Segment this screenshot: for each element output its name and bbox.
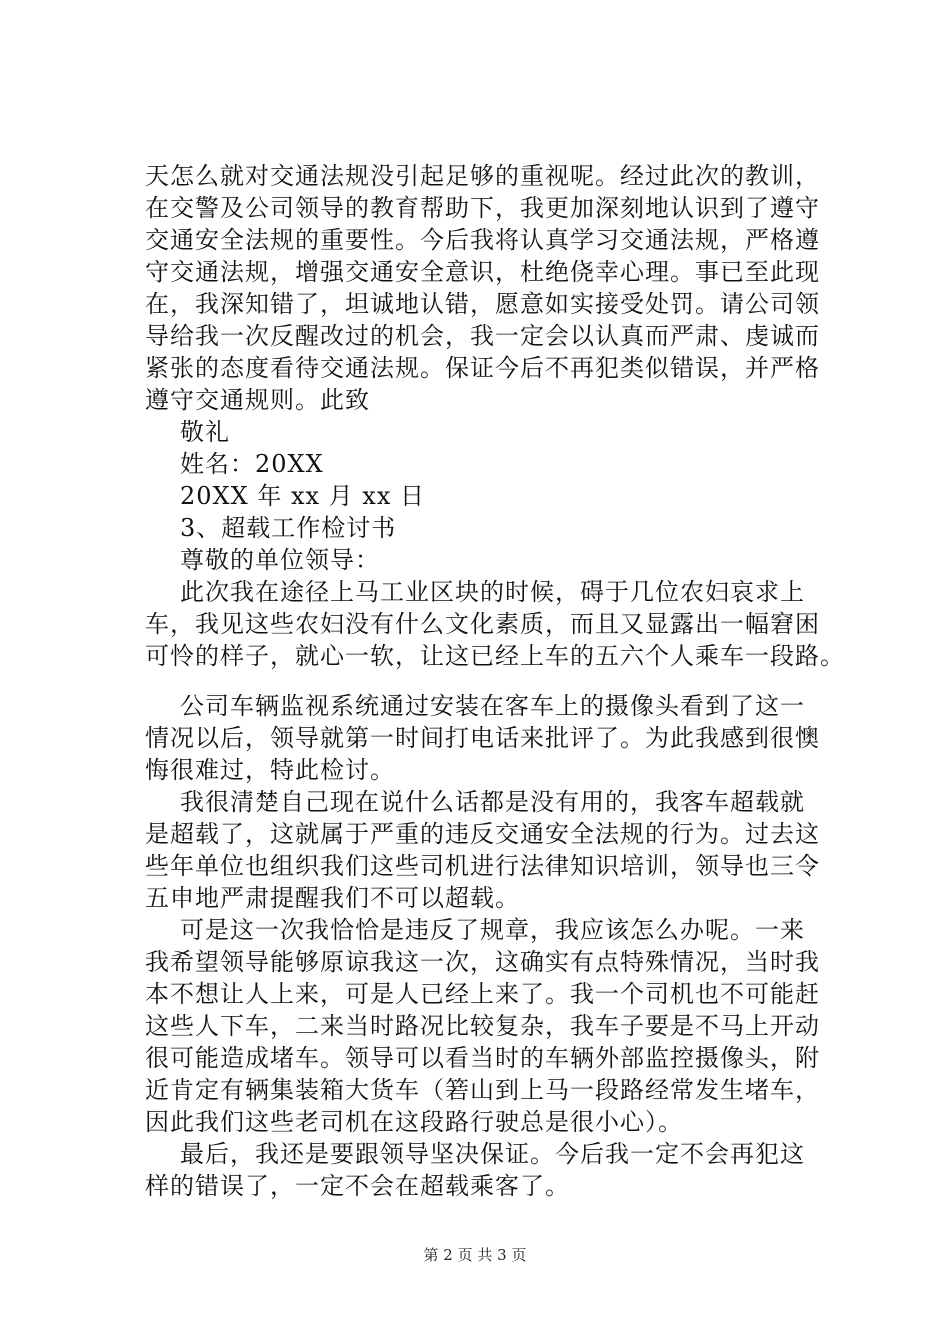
text-line: 公司车辆监视系统通过安装在客车上的摄像头看到了这一	[180, 692, 805, 720]
signature-name: 姓名：20XX	[180, 450, 324, 478]
text-line: 交通安全法规的重要性。今后我将认真学习交通法规，严格遵	[145, 226, 820, 254]
text-line: 车，我见这些农妇没有什么文化素质，而且又显露出一幅窘困	[145, 610, 820, 638]
text-line: 我希望领导能够原谅我这一次，这确实有点特殊情况，当时我	[145, 948, 820, 976]
text-line: 导给我一次反醒改过的机会，我一定会以认真而严肃、虔诚而	[145, 322, 820, 350]
text-line: 很可能造成堵车。领导可以看当时的车辆外部监控摄像头，附	[145, 1044, 820, 1072]
salutation: 敬礼	[180, 418, 230, 446]
text-line: 遵守交通规则。此致	[145, 386, 370, 414]
signature-date: 20XX 年 xx 月 xx 日	[180, 482, 425, 510]
text-line: 紧张的态度看待交通法规。保证今后不再犯类似错误，并严格	[145, 354, 820, 382]
text-line: 可怜的样子，就心一软，让这已经上车的五六个人乘车一段路。	[145, 642, 845, 670]
text-line: 情况以后，领导就第一时间打电话来批评了。为此我感到很懊	[145, 724, 820, 752]
greeting: 尊敬的单位领导：	[180, 546, 380, 574]
text-line: 近肯定有辆集装箱大货车（箬山到上马一段路经常发生堵车，	[145, 1076, 820, 1104]
text-line: 这些人下车，二来当时路况比较复杂，我车子要是不马上开动	[145, 1012, 820, 1040]
text-line: 此次我在途径上马工业区块的时候，碍于几位农妇哀求上	[180, 578, 805, 606]
text-line: 五申地严肃提醒我们不可以超载。	[145, 884, 520, 912]
text-line: 在交警及公司领导的教育帮助下，我更加深刻地认识到了遵守	[145, 194, 820, 222]
text-line: 因此我们这些老司机在这段路行驶总是很小心）。	[145, 1108, 683, 1136]
text-line: 最后，我还是要跟领导坚决保证。今后我一定不会再犯这	[180, 1140, 805, 1168]
text-line: 样的错误了，一定不会在超载乘客了。	[145, 1172, 570, 1200]
text-line: 可是这一次我恰恰是违反了规章，我应该怎么办呢。一来	[180, 916, 805, 944]
text-line: 天怎么就对交通法规没引起足够的重视呢。经过此次的教训，	[145, 162, 820, 190]
text-line: 本不想让人上来，可是人已经上来了。我一个司机也不可能赶	[145, 980, 820, 1008]
text-line: 守交通法规，增强交通安全意识，杜绝侥幸心理。事已至此现	[145, 258, 820, 286]
text-line: 些年单位也组织我们这些司机进行法律知识培训，领导也三令	[145, 852, 820, 880]
section-heading: 3、超载工作检讨书	[180, 514, 397, 542]
page-footer: 第 2 页 共 3 页	[423, 1246, 527, 1264]
text-line: 是超载了，这就属于严重的违反交通安全法规的行为。过去这	[145, 820, 820, 848]
text-line: 我很清楚自己现在说什么话都是没有用的，我客车超载就	[180, 788, 805, 816]
paragraph-gap	[145, 672, 825, 690]
text-line: 悔很难过，特此检讨。	[145, 756, 395, 784]
text-line: 在，我深知错了，坦诚地认错，愿意如实接受处罚。请公司领	[145, 290, 820, 318]
document-body	[145, 160, 845, 1202]
